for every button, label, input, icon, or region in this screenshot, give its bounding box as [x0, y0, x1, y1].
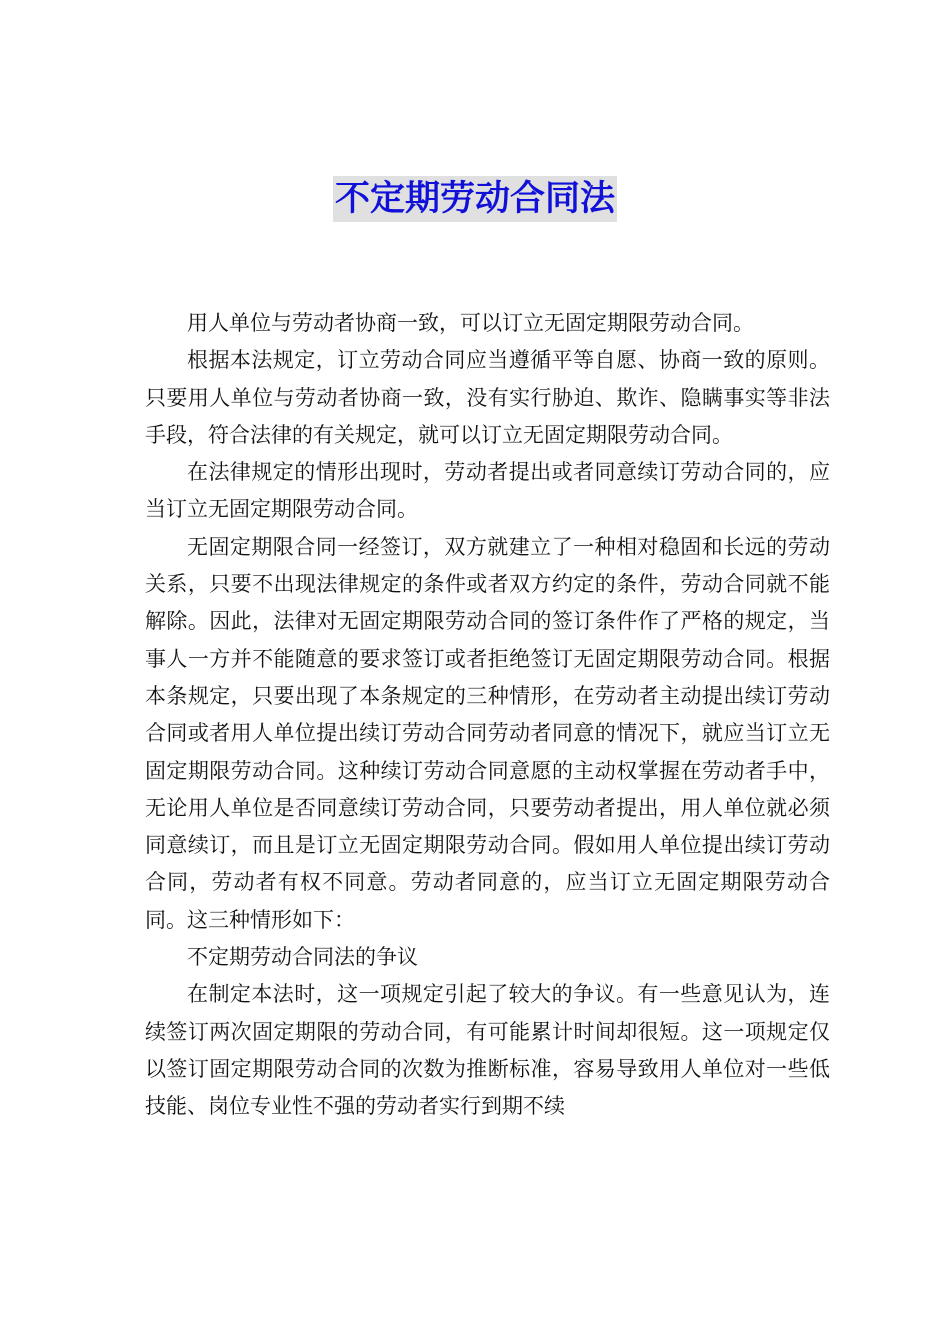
section-heading: 不定期劳动合同法的争议	[187, 945, 418, 970]
paragraph-3: 在法律规定的情形出现时，劳动者提出或者同意续订劳动合同的，应当订立无固定期限劳动合同。	[145, 460, 830, 522]
paragraph-1: 用人单位与劳动者协商一致，可以订立无固定期限劳动合同。	[187, 311, 754, 335]
paragraph-5: 在制定本法时，这一项规定引起了较大的争议。有一些意见认为，连续签订两次固定期限的劳动合同，有可能累计时间却很短。这一项规定仅以签订固定期限劳动合同的次数为推断标准，容易导致用人单位对一些低技能、岗位专业性不强的劳动者实行到期不续	[145, 982, 830, 1119]
paragraph-2: 根据本法规定，订立劳动合同应当遵循平等自愿、协商一致的原则。只要用人单位与劳动者协商一致，没有实行胁迫、欺诈、隐瞒事实等非法手段，符合法律的有关规定，就可以订立无固定期限劳动合同。	[145, 348, 830, 447]
paragraph-4: 无固定期限合同一经签订，双方就建立了一种相对稳固和长远的劳动关系，只要不出现法律规定的条件或者双方约定的条件，劳动合同就不能解除。因此，法律对无固定期限劳动合同的签订条件作了严格的规定，当事人一方并不能随意的要求签订或者拒绝签订无固定期限劳动合同。根据本条规定，只要出现了本条规定的三种情形，在劳动者主动提出续订劳动合同或者用人单位提出续订劳动合同劳动者同意的情况下，就应当订立无固定期限劳动合同。这种续订劳动合同意愿的主动权掌握在劳动者手中，无论用人单位是否同意续订劳动合同，只要劳动者提出，用人单位就必须同意续订，而且是订立无固定期限劳动合同。假如用人单位提出续订劳动合同，劳动者有权不同意。劳动者同意的，应当订立无固定期限劳动合同。这三种情形如下：	[145, 534, 830, 932]
document-title: 不定期劳动合同法	[333, 176, 617, 222]
title-container	[0, 176, 950, 222]
document-body	[145, 305, 830, 1126]
